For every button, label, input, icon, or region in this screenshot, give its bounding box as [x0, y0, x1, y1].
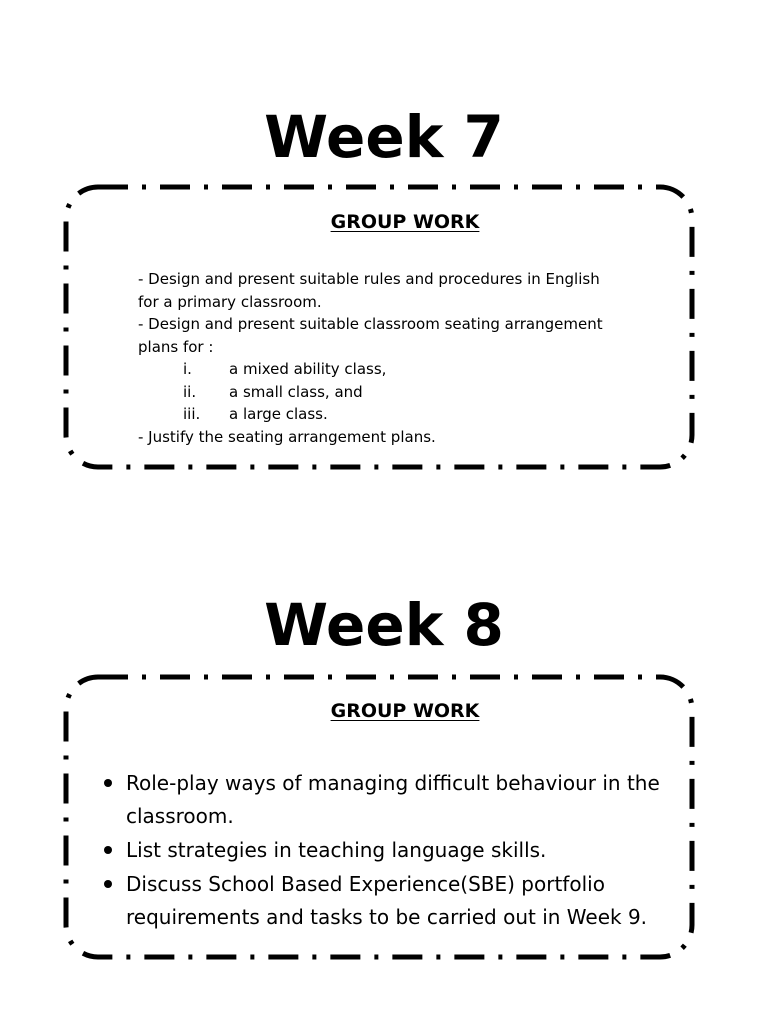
week-7-heading: GROUP WORK — [330, 211, 480, 233]
list-item — [138, 403, 668, 426]
week-7-card — [62, 183, 696, 471]
list-item — [102, 868, 672, 934]
list-item-text: a large class. — [229, 405, 328, 423]
bullet-icon — [104, 880, 112, 888]
list-item — [102, 834, 672, 867]
bullet-text: Role-play ways of managing difficult behaviour in the classroom. — [126, 771, 660, 828]
bullet-text: Discuss School Based Experience(SBE) portfolio requirements and tasks to be carried out in Week 9. — [126, 872, 648, 929]
week-8-heading: GROUP WORK — [330, 700, 480, 722]
week-7-title: Week 7 — [264, 103, 504, 171]
bullet-text: List strategies in teaching language skills. — [126, 838, 547, 862]
week-8-bullet-list — [102, 767, 672, 935]
week-8-card — [62, 673, 696, 961]
bullet-icon — [104, 846, 112, 854]
task-line: - Justify the seating arrangement plans. — [138, 427, 436, 446]
list-item-text: a mixed ability class, — [229, 360, 387, 378]
task-line: plans for : — [138, 337, 214, 356]
list-item — [102, 767, 672, 833]
task-line: - Design and present suitable classroom seating arrangement — [138, 315, 603, 333]
bullet-icon — [104, 779, 112, 787]
list-item — [138, 381, 668, 404]
task-line: for a primary classroom. — [138, 292, 322, 311]
task-line: - Design and present suitable rules and procedures in English — [138, 270, 600, 288]
week-8-title: Week 8 — [264, 591, 504, 659]
list-numeral: ii. — [183, 382, 197, 401]
list-item — [138, 358, 668, 381]
list-numeral: i. — [183, 360, 192, 378]
week-7-task-list — [138, 268, 668, 448]
class-type-list — [138, 358, 668, 426]
list-item-text: a small class, and — [229, 382, 363, 401]
list-numeral: iii. — [183, 405, 201, 423]
